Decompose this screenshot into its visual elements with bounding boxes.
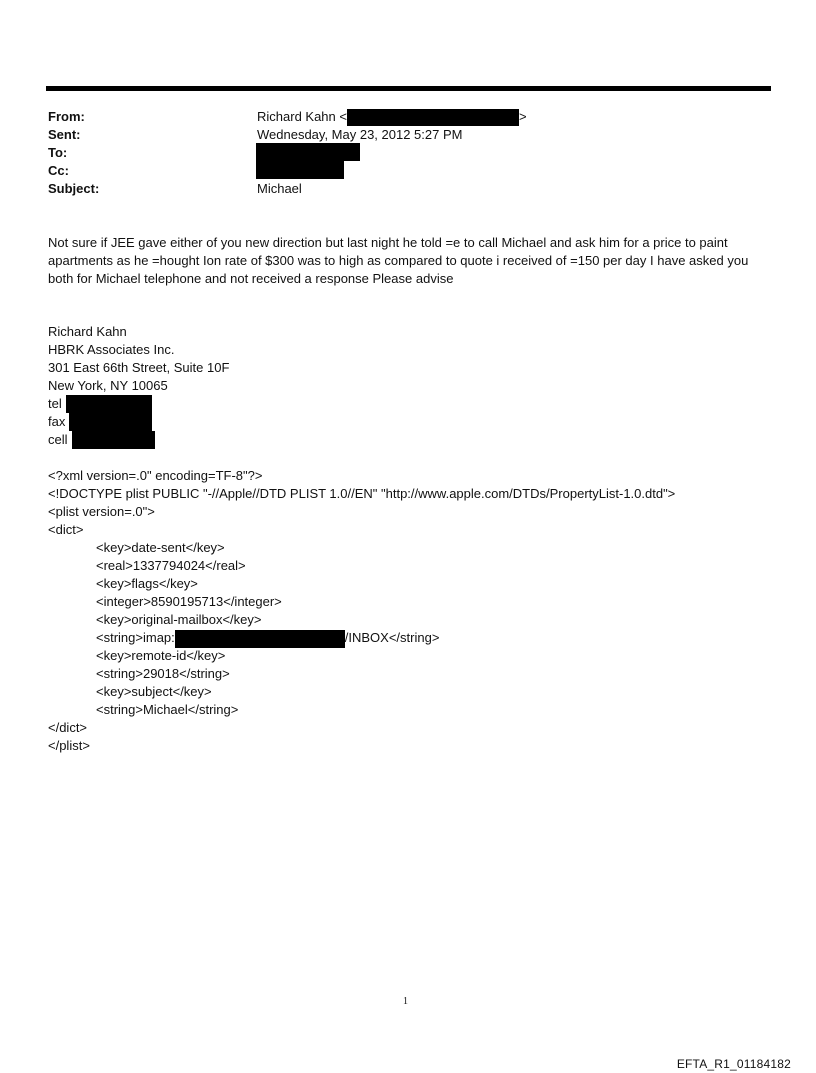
redacted-cc — [256, 161, 344, 179]
redacted-cell — [72, 431, 155, 449]
xml-key-flags: <key>flags</key> — [96, 576, 198, 591]
redacted-fax — [69, 413, 152, 431]
fax-label: fax — [48, 414, 66, 429]
xml-dict-close: </dict> — [48, 720, 88, 735]
signature-address-line2: New York, NY 10065 — [48, 378, 168, 393]
page-number: 1 — [403, 996, 408, 1007]
redacted-tel — [66, 395, 152, 413]
xml-real-value: <real>1337794024</real> — [96, 558, 246, 573]
signature-address-line1: 301 East 66th Street, Suite 10F — [48, 360, 230, 375]
xml-doctype: <!DOCTYPE plist PUBLIC "-//Apple//DTD PLIST 1.0//EN" "http://www.apple.com/DTDs/PropertyList-1.0.dtd"> — [48, 486, 676, 501]
xml-plist-close: </plist> — [48, 738, 90, 753]
xml-key-date-sent: <key>date-sent</key> — [96, 540, 225, 555]
from-name: Richard Kahn < — [257, 109, 347, 124]
from-value — [257, 108, 527, 126]
from-end: > — [518, 109, 527, 124]
tel-label: tel — [48, 396, 62, 411]
xml-key-remote-id: <key>remote-id</key> — [96, 648, 226, 663]
signature-company: HBRK Associates Inc. — [48, 342, 175, 357]
header-rule — [46, 86, 771, 91]
sent-label: Sent: — [48, 127, 81, 142]
sent-value: Wednesday, May 23, 2012 5:27 PM — [257, 127, 463, 142]
xml-integer-value: <integer>8590195713</integer> — [96, 594, 282, 609]
xml-dict-open: <dict> — [48, 522, 84, 537]
cc-label: Cc: — [48, 163, 69, 178]
to-label: To: — [48, 145, 68, 160]
from-label: From: — [48, 109, 85, 124]
redacted-mailbox — [175, 630, 345, 648]
xml-string-mailbox-end: /INBOX</string> — [344, 630, 440, 645]
xml-plist-open: <plist version=.0"> — [48, 504, 155, 519]
xml-string-mailbox — [96, 629, 439, 648]
subject-label: Subject: — [48, 181, 100, 196]
xml-declaration: <?xml version=.0" encoding=TF-8"?> — [48, 468, 263, 483]
cell-label: cell — [48, 432, 68, 447]
xml-string-mailbox-start: <string>imap: — [96, 630, 175, 645]
xml-string-subject: <string>Michael</string> — [96, 702, 239, 717]
redacted-to — [256, 143, 360, 161]
xml-key-subject: <key>subject</key> — [96, 684, 212, 699]
subject-value: Michael — [257, 181, 302, 196]
signature-name: Richard Kahn — [48, 324, 127, 339]
bates-number: EFTA_R1_01184182 — [676, 1057, 791, 1071]
redacted-email — [347, 109, 519, 126]
xml-string-remote-id: <string>29018</string> — [96, 666, 230, 681]
xml-key-original-mailbox: <key>original-mailbox</key> — [96, 612, 262, 627]
message-body: Not sure if JEE gave either of you new direction but last night he told =e to call Michael and ask him for a price to paint apartments as he =hought Ion rate of $300 was to high as compared to quote i received of =150 per day I have asked you both for Michael telephone and not received a response Please advise — [48, 235, 749, 286]
